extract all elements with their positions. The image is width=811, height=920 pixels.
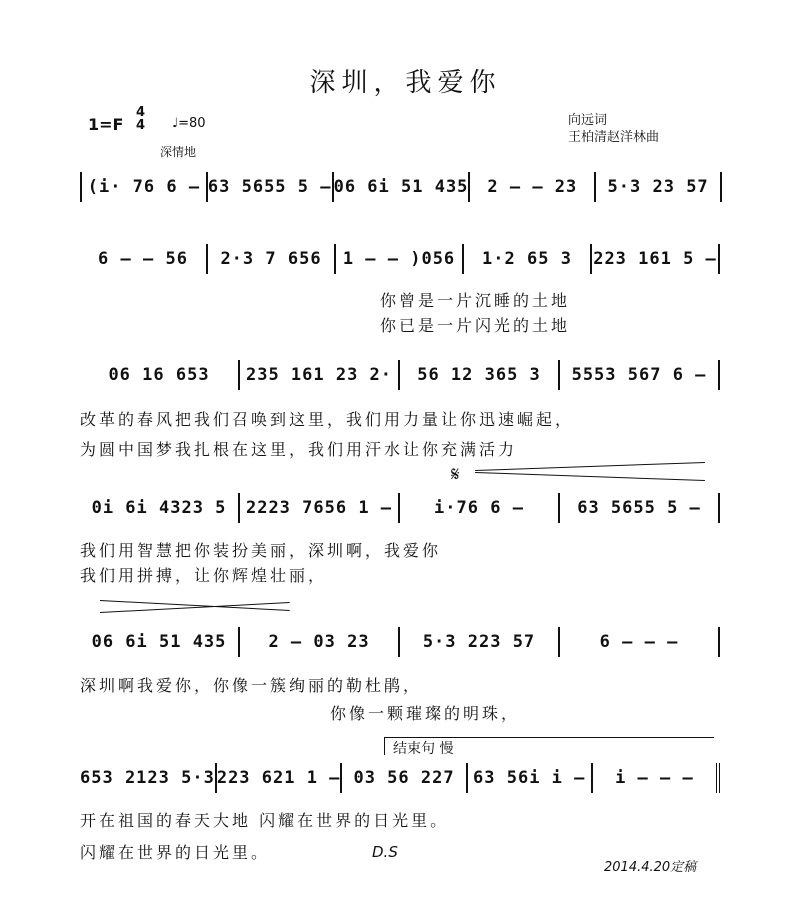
- score-system-4: [80, 493, 720, 523]
- measure: i – – –: [593, 763, 720, 793]
- measure: 06 6i 51 435: [334, 172, 471, 202]
- finalized-date: 2014.4.20定稿: [604, 860, 697, 875]
- measure: i·76 6 –: [400, 493, 560, 523]
- measure: 06 16 653: [80, 360, 240, 390]
- key-signature: 1=F: [88, 115, 124, 134]
- measure: 223 161 5 –: [592, 244, 720, 274]
- lyric-line: 深圳啊我爱你，你像一簇绚丽的勒杜鹃，: [80, 676, 423, 695]
- lyric-line: 开在祖国的春天大地 闪耀在世界的日光里。: [80, 811, 450, 830]
- tempo-mark: ♩=80: [172, 116, 206, 131]
- time-signature: [136, 106, 145, 132]
- measure: 2223 7656 1 –: [240, 493, 400, 523]
- lyric-line: 闪耀在世界的日光里。: [80, 843, 271, 862]
- score-system-1: [80, 172, 722, 202]
- measure: 56 12 365 3: [400, 360, 560, 390]
- hairpin-line: [475, 472, 705, 481]
- lyricist-credit: 向远词: [568, 113, 608, 128]
- measure: 5553 567 6 –: [560, 360, 720, 390]
- segno-mark: 𝄋: [451, 462, 460, 486]
- time-top: 4: [136, 105, 146, 120]
- measure: 6 – – –: [560, 627, 720, 657]
- measure: 63 56i i –: [468, 763, 593, 793]
- measure: 2 – – 23: [470, 172, 596, 202]
- lyric-line: 为圆中国梦我扎根在这里，我们用汗水让你充满活力: [80, 440, 518, 459]
- measure: 1 – – )056: [336, 244, 464, 274]
- lyric-line: 我们用拼搏，让你辉煌壮丽，: [80, 566, 328, 585]
- lyric-line: 你已是一片闪光的土地: [380, 316, 571, 335]
- measure: 63 5655 5 –: [560, 493, 720, 523]
- measure: 223 621 1 –: [217, 763, 343, 793]
- measure: 2·3 7 656: [208, 244, 336, 274]
- measure: 1·2 65 3: [464, 244, 592, 274]
- lyric-line: 你曾是一片沉睡的土地: [380, 291, 571, 310]
- lyric-line: 你像一颗璀璨的明珠，: [330, 704, 521, 723]
- ending-bracket: 结束句 慢: [384, 737, 714, 755]
- time-bottom: 4: [136, 118, 146, 133]
- measure: 235 161 23 2·: [240, 360, 400, 390]
- lyric-line: 我们用智慧把你装扮美丽，深圳啊，我爱你: [80, 541, 442, 560]
- measure: 5·3 223 57: [400, 627, 560, 657]
- score-system-6: [80, 763, 720, 793]
- measure: 06 6i 51 435: [80, 627, 240, 657]
- score-system-2: [80, 244, 720, 274]
- dal-segno-mark: D.S: [372, 843, 398, 861]
- page-title: 深圳，我爱你: [309, 68, 502, 98]
- measure: 653 2123 5·3: [80, 763, 217, 793]
- measure: 6 – – 56: [80, 244, 208, 274]
- composer-credit: 王柏清赵洋林曲: [568, 130, 660, 145]
- lyric-line: 改革的春风把我们召唤到这里，我们用力量让你迅速崛起，: [80, 410, 575, 429]
- measure: 03 56 227: [342, 763, 467, 793]
- measure: 63 5655 5 –: [208, 172, 334, 202]
- hairpin-line: [475, 462, 705, 471]
- hairpin-line: [100, 600, 290, 611]
- measure: (i· 76 6 –: [82, 172, 208, 202]
- measure: 2 – 03 23: [240, 627, 400, 657]
- measure: 5·3 23 57: [596, 172, 722, 202]
- expression-mark: 深情地: [160, 145, 197, 159]
- score-system-5: [80, 627, 720, 657]
- score-system-3: [80, 360, 720, 390]
- measure: 0i 6i 4323 5: [80, 493, 240, 523]
